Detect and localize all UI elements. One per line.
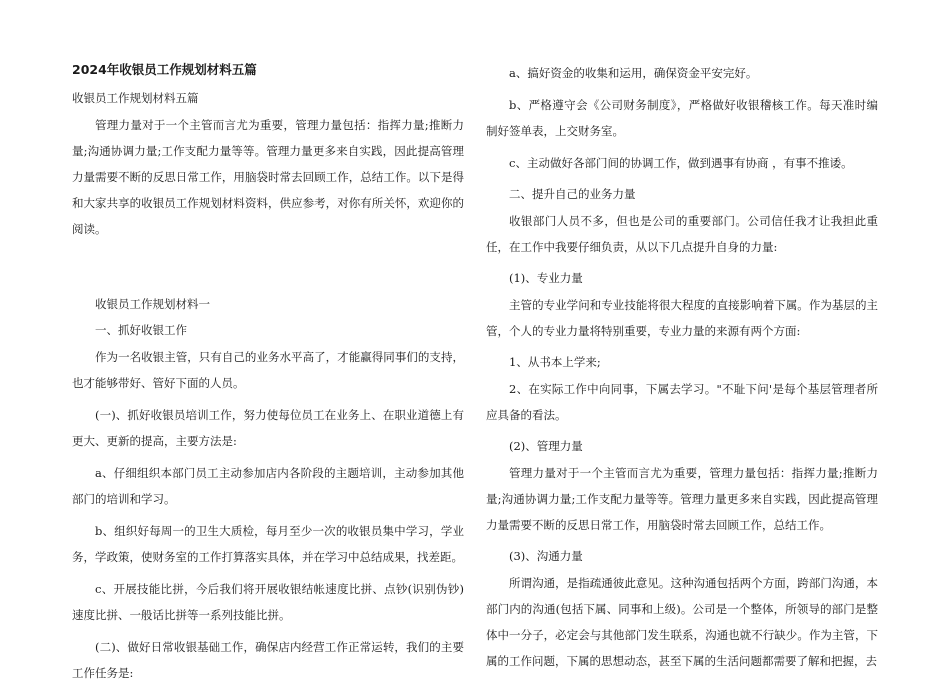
item-heading: (3)、沟通力量 xyxy=(509,549,583,563)
list-item: c、主动做好各部门间的协调工作，做到遇事有协商 ，有事不推诿。 xyxy=(509,156,853,170)
section-heading: 一、抓好收银工作 xyxy=(95,323,187,337)
list-item: c、开展技能比拼，今后我们将开展收银结帐速度比拼、点钞(识别伪钞)速度比拼、一般话比拼等一系列技能比拼。 xyxy=(72,582,464,622)
sub-section-paragraph: (二)、做好日常收银基础工作，确保店内经营工作正常运转，我们的主要工作任务是: xyxy=(72,640,464,680)
document-subtitle: 收银员工作规划材料五篇 xyxy=(72,91,199,105)
paragraph: 所谓沟通，是指疏通彼此意见。这种沟通包括两个方面，跨部门沟通，本部门内的沟通(包括下属、同事和上级)。公司是一个整体，所领导的部门是整体中一分子，必定会与其他部门发生联系，沟通也就不行缺少。作为主管，下属的工作问题，下属的思想动态，甚至下属的生活问题都需要了解和把握，去 xyxy=(486,576,878,668)
list-item: 2、在实际工作中向同事，下属去学习。"不耻下问'是每个基层管理者所应具备的看法。 xyxy=(486,382,878,422)
section-heading: 二、提升自己的业务力量 xyxy=(509,187,636,201)
spacer xyxy=(72,248,464,292)
paragraph: 作为一名收银主管，只有自己的业务水平高了，才能赢得同事们的支持，也才能够带好、管好下面的人员。 xyxy=(72,350,464,390)
sub-section-paragraph: (一)、抓好收银员培训工作，努力使每位员工在业务上、在职业道德上有更大、更新的提高，主要方法是: xyxy=(72,408,464,448)
list-item: a、仔细组织本部门员工主动参加店内各阶段的主题培训，主动参加其他部门的培训和学习。 xyxy=(72,466,464,506)
paragraph: 管理力量对于一个主管而言尤为重要，管理力量包括：指挥力量;推断力量;沟通协调力量;工作支配力量等等。管理力量更多来自实践，因此提高管理力量需要不断的反思日常工作，用脑袋时常去回顾工作，总结工作。 xyxy=(486,466,878,532)
intro-paragraph: 管理力量对于一个主管而言尤为重要，管理力量包括：指挥力量;推断力量;沟通协调力量;工作支配力量等等。管理力量更多来自实践，因此提高管理力量需要不断的反思日常工作，用脑袋时常去回顾工作，总结工作。以下是得和大家共享的收银员工作规划材料资料，供应参考，对你有所关怀，欢迎你的阅读。 xyxy=(72,118,464,236)
right-column xyxy=(486,60,878,680)
list-item: b、严格遵守会《公司财务制度》，严格做好收银稽核工作。每天准时编制好签单表，上交财务室。 xyxy=(486,98,878,138)
list-item: b、组织好每周一的卫生大质检，每月至少一次的收银员集中学习，学业务，学政策，使财务室的工作打算落实具体，并在学习中总结成果，找差距。 xyxy=(72,524,464,564)
list-item: 1、从书本上学来; xyxy=(509,355,601,369)
item-heading: (1)、专业力量 xyxy=(509,271,583,285)
paragraph: 主管的专业学问和专业技能将很大程度的直接影响着下属。作为基层的主管，个人的专业力量将特别重要，专业力量的来源有两个方面: xyxy=(486,298,878,338)
left-column xyxy=(72,60,464,692)
document-title: 2024年收银员工作规划材料五篇 xyxy=(72,62,257,77)
list-item: a、搞好资金的收集和运用，确保资金平安完好。 xyxy=(509,66,758,80)
material-heading: 收银员工作规划材料一 xyxy=(95,297,210,311)
item-heading: (2)、管理力量 xyxy=(509,439,583,453)
paragraph: 收银部门人员不多，但也是公司的重要部门。公司信任我才让我担此重任，在工作中我要仔细负责，从以下几点提升自身的力量: xyxy=(486,214,878,254)
